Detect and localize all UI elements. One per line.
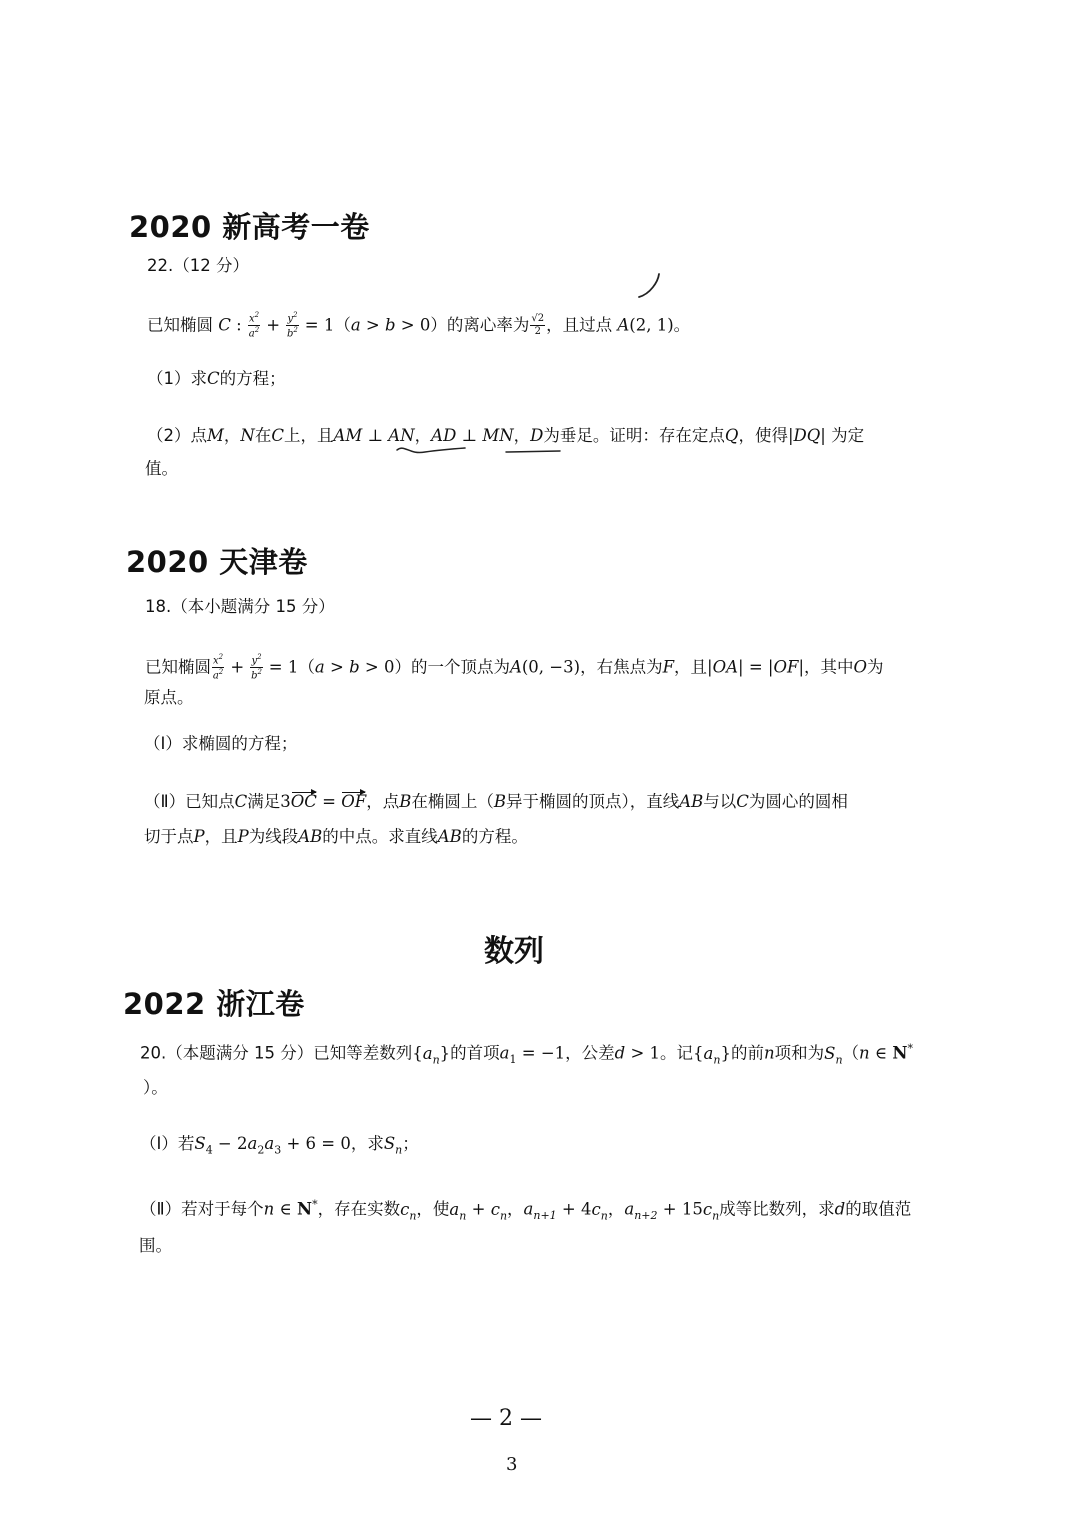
q18-intro-line1: 已知椭圆 $\frac{x^2}{a^2}$ + $\frac{y^2}{b^2}$ = 1（a > b > 0）的一个顶点为A(0, −3)，右焦点为F，且|OA| = |OF|，其中O为 bbox=[145, 653, 884, 682]
q20-intro-line1: 20.（本题满分 15 分）已知等差数列$\{a_n\}$的首项$a_1 = -1$，公差d > 1。记$\{a_n\}$的前n项和为$S_n(n$ ∈ N* bbox=[140, 1042, 913, 1066]
q18-intro-line2: 原点。 bbox=[144, 688, 194, 707]
q18-sub2-line1: （Ⅱ）已知点C满足3OC = OF，点B在椭圆上（B异于椭圆的顶点），直线AB与以C为圆心的圆相 bbox=[144, 792, 848, 811]
q18-header: 18.（本小题满分 15 分） bbox=[145, 597, 335, 616]
handwritten-underline bbox=[504, 448, 564, 456]
q20-intro-line2: ）。 bbox=[143, 1078, 168, 1097]
q20-sub2-line1: （Ⅱ）若对于每个n ∈ N*，存在实数$c_n$，使$a_n + c_n$，$a_{n+1} + 4c_n$，$a_{n+2} + 15c_n$成等比数列，求d的取值范 bbox=[140, 1198, 912, 1222]
page-marker: — 2 — bbox=[470, 1406, 542, 1431]
q18-sub1: （Ⅰ）求椭圆的方程； bbox=[144, 734, 298, 753]
q22-sub1: （1）求C的方程； bbox=[147, 369, 286, 388]
q20-sub1: （Ⅰ）若$S_4 - 2a_2a_3 + 6 = 0$，求$S_n$； bbox=[140, 1134, 419, 1157]
section-title-sequences: 数列 bbox=[484, 934, 544, 969]
q22-sub2-line2: 值。 bbox=[145, 459, 178, 478]
section-title-2020-new-gaokao: 2020 新高考一卷 bbox=[129, 210, 370, 244]
handwritten-underline-curve bbox=[395, 440, 470, 458]
section-title-2022-zhejiang: 2022 浙江卷 bbox=[123, 987, 305, 1021]
section-title-2020-tianjin: 2020 天津卷 bbox=[126, 545, 308, 579]
page-number: 3 bbox=[506, 1454, 518, 1475]
q22-sub2-line1: （2）点M，N在C上，且AM ⊥ AN，AD ⊥ MN，D为垂足。证明：存在定点Q，使得|DQ| 为定 bbox=[147, 426, 865, 445]
q20-sub2-line2: 围。 bbox=[139, 1236, 172, 1255]
q18-sub2-line2: 切于点P，且P为线段AB的中点。求直线AB的方程。 bbox=[144, 827, 528, 846]
q22-intro: 已知椭圆 C : $\frac{x^2}{a^2}$ + $\frac{y^2}{b^2}$ = 1（a > b > 0）的离心率为 $\frac{√2}{2}$ ，且过点 A(2, 1)。 bbox=[147, 311, 691, 340]
q22-header: 22.（12 分） bbox=[147, 256, 249, 275]
handwritten-check-mark bbox=[636, 270, 666, 300]
